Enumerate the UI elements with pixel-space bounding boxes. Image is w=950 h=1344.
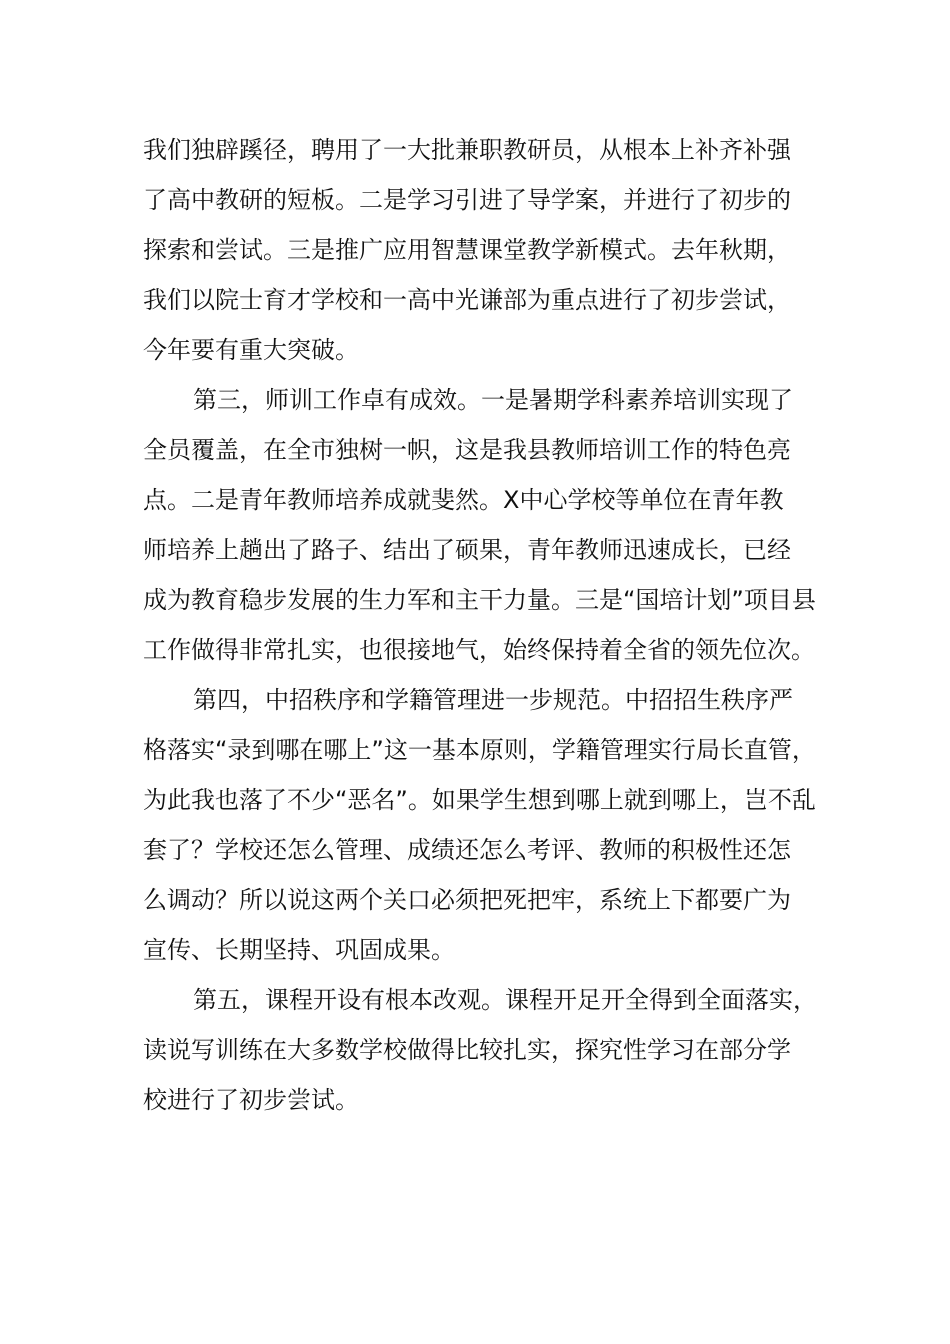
text-line: 为此我也落了不少“恶名”。如果学生想到哪上就到哪上，岂不乱 (143, 786, 816, 814)
text-line: 探索和尝试。三是推广应用智慧课堂教学新模式。去年秋期， (143, 236, 791, 264)
text-line: 今年要有重大突破。 (143, 336, 359, 364)
text-line: 点。二是青年教师培养成就斐然。X中心学校等单位在青年教 (143, 486, 784, 514)
paragraph-start-line: 第三，师训工作卓有成效。一是暑期学科素养培训实现了 (193, 386, 793, 414)
text-line: 校进行了初步尝试。 (143, 1086, 359, 1114)
text-line: 师培养上趟出了路子、结出了硕果，青年教师迅速成长，已经 (143, 536, 791, 564)
text-line: 格落实“录到哪在哪上”这一基本原则，学籍管理实行局长直管， (143, 736, 816, 764)
text-line: 宣传、长期坚持、巩固成果。 (143, 936, 455, 964)
paragraph-start-line: 第五，课程开设有根本改观。课程开足开全得到全面落实， (193, 986, 817, 1014)
text-line: 了高中教研的短板。二是学习引进了导学案，并进行了初步的 (143, 186, 791, 214)
text-line: 么调动？所以说这两个关口必须把死把牢，系统上下都要广为 (143, 886, 791, 914)
text-line: 成为教育稳步发展的生力军和主干力量。三是“国培计划”项目县 (143, 586, 816, 614)
document-body (143, 125, 823, 1125)
text-line: 工作做得非常扎实，也很接地气，始终保持着全省的领先位次。 (143, 636, 815, 664)
paragraph-start-line: 第四，中招秩序和学籍管理进一步规范。中招招生秩序严 (193, 686, 793, 714)
text-line: 我们以院士育才学校和一高中光谦部为重点进行了初步尝试， (143, 286, 791, 314)
text-line: 套了？学校还怎么管理、成绩还怎么考评、教师的积极性还怎 (143, 836, 791, 864)
text-line: 读说写训练在大多数学校做得比较扎实，探究性学习在部分学 (143, 1036, 791, 1064)
text-line: 全员覆盖，在全市独树一帜，这是我县教师培训工作的特色亮 (143, 436, 791, 464)
text-line: 我们独辟蹊径，聘用了一大批兼职教研员，从根本上补齐补强 (143, 136, 791, 164)
